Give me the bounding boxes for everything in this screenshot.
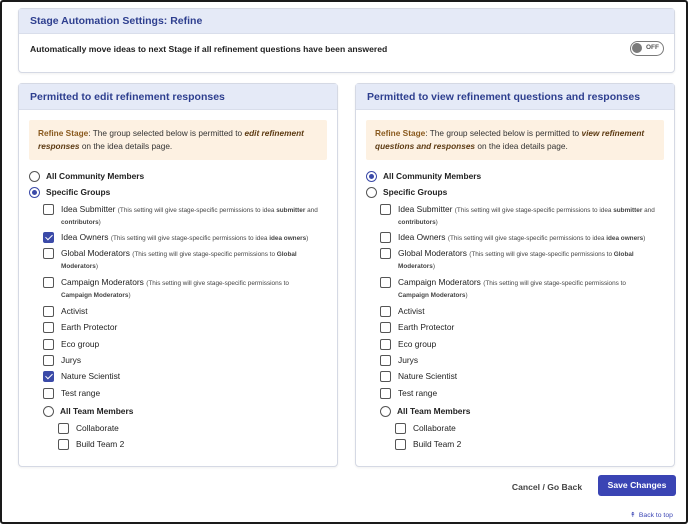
hint-text: (This setting will give stage-specific permissions to idea	[117, 207, 277, 214]
checkbox-icon[interactable]	[380, 322, 391, 333]
checkbox-idea-submitter[interactable]	[43, 204, 319, 228]
checkbox-jurys[interactable]	[380, 355, 418, 366]
stage-automation-title: Stage Automation Settings: Refine	[19, 9, 674, 34]
radio-icon[interactable]	[380, 406, 391, 417]
radio-label: All Community Members	[383, 171, 482, 181]
checkbox-icon[interactable]	[43, 248, 54, 259]
hint-text: )	[432, 263, 435, 270]
radio-label: Specific Groups	[46, 187, 111, 197]
notice-text-end: on the idea details page.	[475, 141, 568, 151]
checkbox-icon[interactable]	[380, 371, 391, 382]
radio-icon[interactable]	[43, 406, 54, 417]
hint-text: )	[465, 292, 468, 299]
checkbox-test-range[interactable]	[43, 388, 100, 399]
checkbox-label: Activist	[398, 306, 425, 316]
checkbox-label: Idea Owners	[61, 232, 109, 242]
radio-icon-selected[interactable]	[29, 187, 40, 198]
checkbox-nature-scientist[interactable]	[380, 371, 457, 382]
edit-permissions-title: Permitted to edit refinement responses	[19, 84, 337, 110]
notice-title: Refine Stage	[375, 128, 426, 138]
checkbox-label: Eco group	[398, 339, 437, 349]
hint-text: and	[642, 207, 655, 214]
checkbox-icon[interactable]	[43, 306, 54, 317]
checkbox-label: Nature Scientist	[398, 371, 458, 381]
hint-bold: contributors	[61, 219, 99, 226]
radio-all-team-members[interactable]	[43, 406, 133, 417]
hint-text: )	[435, 219, 438, 226]
hint-bold: contributors	[398, 219, 436, 226]
checkbox-icon[interactable]	[395, 423, 406, 434]
stage-automation-card	[18, 8, 675, 73]
hint-text: )	[95, 263, 98, 270]
checkbox-collaborate[interactable]	[395, 423, 456, 434]
radio-all-team-members[interactable]	[380, 406, 470, 417]
checkbox-jurys[interactable]	[43, 355, 81, 366]
checkbox-icon[interactable]	[380, 339, 391, 350]
radio-specific-groups[interactable]	[366, 187, 447, 198]
view-permissions-title: Permitted to view refinement questions and responses	[356, 84, 674, 110]
edit-permissions-card	[18, 83, 338, 467]
checkbox-build-team-2[interactable]	[58, 439, 124, 450]
checkbox-label: Campaign Moderators	[398, 277, 481, 287]
checkbox-global-moderators[interactable]	[43, 248, 319, 272]
edit-notice	[29, 120, 327, 160]
notice-title: Refine Stage	[38, 128, 89, 138]
hint-bold: submitter	[613, 207, 643, 214]
checkbox-label: Test range	[398, 388, 438, 398]
checkbox-icon[interactable]	[43, 339, 54, 350]
notice-emphasis: edit refinement responses	[38, 128, 304, 151]
hint-text: )	[128, 292, 131, 299]
checkbox-label: Idea Submitter	[398, 204, 453, 214]
cancel-button[interactable]: Cancel / Go Back	[508, 478, 586, 496]
checkbox-idea-submitter[interactable]	[380, 204, 656, 228]
radio-icon[interactable]	[29, 171, 40, 182]
hint-text: (This setting will give stage-specific permissions to	[146, 280, 289, 287]
checkbox-label: Test range	[61, 388, 101, 398]
hint-text: )	[98, 219, 101, 226]
checkbox-icon[interactable]	[380, 388, 391, 399]
checkbox-hint	[448, 235, 646, 242]
hint-text: and	[305, 207, 318, 214]
checkbox-icon[interactable]	[380, 248, 391, 259]
checkbox-label: Idea Owners	[398, 232, 446, 242]
checkbox-label: Collaborate	[413, 423, 456, 433]
checkbox-label: Build Team 2	[76, 439, 125, 449]
hint-bold: Campaign Moderators	[61, 292, 129, 299]
notice-text: : The group selected below is permitted to	[88, 128, 245, 138]
checkbox-icon[interactable]	[380, 232, 391, 243]
auto-move-toggle[interactable]	[630, 41, 664, 56]
hint-text: (This setting will give stage-specific permissions to idea	[110, 235, 270, 242]
checkbox-eco-group[interactable]	[380, 339, 436, 350]
checkbox-label: Earth Protector	[61, 322, 118, 332]
notice-text-end: on the idea details page.	[79, 141, 173, 151]
hint-text: )	[306, 235, 309, 242]
checkbox-label: Jurys	[61, 355, 82, 365]
notice-emphasis: view refinement questions and responses	[375, 128, 645, 151]
hint-bold: Campaign Moderators	[398, 292, 466, 299]
view-permissions-card	[355, 83, 675, 467]
checkbox-eco-group[interactable]	[43, 339, 99, 350]
checkbox-icon[interactable]	[43, 204, 54, 215]
checkbox-global-moderators[interactable]	[380, 248, 656, 272]
hint-bold: idea owners	[606, 235, 644, 242]
checkbox-label: Global Moderators	[398, 248, 467, 258]
double-chevron-up-icon: ↟	[630, 512, 636, 519]
checkbox-label: Build Team 2	[413, 439, 462, 449]
checkbox-label: Campaign Moderators	[61, 277, 144, 287]
checkbox-label: Eco group	[61, 339, 100, 349]
checkbox-icon[interactable]	[380, 306, 391, 317]
checkbox-label: Jurys	[398, 355, 419, 365]
radio-all-community[interactable]	[29, 171, 144, 182]
checkbox-earth-protector[interactable]	[43, 322, 117, 333]
checkbox-icon[interactable]	[380, 355, 391, 366]
checkbox-icon[interactable]	[43, 388, 54, 399]
checkbox-label: Earth Protector	[398, 322, 455, 332]
checkbox-label: Global Moderators	[61, 248, 130, 258]
checkbox-icon[interactable]	[380, 277, 391, 288]
checkbox-icon[interactable]	[58, 423, 69, 434]
radio-all-community[interactable]	[366, 171, 481, 182]
checkbox-icon[interactable]	[380, 204, 391, 215]
checkbox-icon-checked[interactable]	[43, 371, 54, 382]
hint-text: (This setting will give stage-specific permissions to	[132, 251, 277, 258]
checkbox-campaign-moderators[interactable]	[43, 277, 319, 301]
radio-label: Specific Groups	[383, 187, 448, 197]
back-to-top-label: Back to top	[638, 511, 673, 519]
checkbox-label: Idea Submitter	[61, 204, 116, 214]
hint-text: (This setting will give stage-specific permissions to	[483, 280, 626, 287]
checkbox-build-team-2[interactable]	[395, 439, 461, 450]
radio-specific-groups[interactable]	[29, 187, 110, 198]
checkbox-icon[interactable]	[395, 439, 406, 450]
checkbox-nature-scientist[interactable]	[43, 371, 120, 382]
checkbox-label: Activist	[61, 306, 88, 316]
toggle-state-label: OFF	[646, 44, 659, 51]
auto-move-description: Automatically move ideas to next Stage if all refinement questions have been answered	[30, 44, 388, 54]
save-changes-button[interactable]: Save Changes	[598, 475, 676, 496]
checkbox-icon[interactable]	[58, 439, 69, 450]
radio-label: All Community Members	[46, 171, 145, 181]
checkbox-label: Nature Scientist	[61, 371, 121, 381]
checkbox-activist[interactable]	[380, 306, 425, 317]
checkbox-activist[interactable]	[43, 306, 88, 317]
notice-text: : The group selected below is permitted to	[425, 128, 582, 138]
checkbox-icon-checked[interactable]	[43, 232, 54, 243]
radio-label: All Team Members	[60, 406, 134, 416]
hint-bold: idea owners	[269, 235, 307, 242]
checkbox-label: Collaborate	[76, 423, 119, 433]
checkbox-icon[interactable]	[43, 277, 54, 288]
hint-bold: Global Moderators	[61, 251, 297, 270]
back-to-top-link[interactable]	[630, 511, 673, 519]
checkbox-icon[interactable]	[43, 355, 54, 366]
checkbox-hint	[111, 235, 309, 242]
toggle-knob	[632, 43, 642, 53]
hint-text: (This setting will give stage-specific permissions to idea	[454, 207, 614, 214]
radio-icon[interactable]	[366, 187, 377, 198]
radio-label: All Team Members	[397, 406, 471, 416]
radio-icon-selected[interactable]	[366, 171, 377, 182]
hint-text: )	[643, 235, 646, 242]
hint-bold: submitter	[276, 207, 306, 214]
checkbox-idea-owners[interactable]	[43, 232, 319, 244]
checkbox-test-range[interactable]	[380, 388, 437, 399]
view-notice	[366, 120, 664, 160]
checkbox-collaborate[interactable]	[58, 423, 119, 434]
hint-text: (This setting will give stage-specific permissions to	[469, 251, 614, 258]
checkbox-icon[interactable]	[43, 322, 54, 333]
checkbox-earth-protector[interactable]	[380, 322, 454, 333]
hint-text: (This setting will give stage-specific permissions to idea	[447, 235, 607, 242]
checkbox-campaign-moderators[interactable]	[380, 277, 656, 301]
hint-bold: Global Moderators	[398, 251, 634, 270]
checkbox-idea-owners[interactable]	[380, 232, 656, 244]
